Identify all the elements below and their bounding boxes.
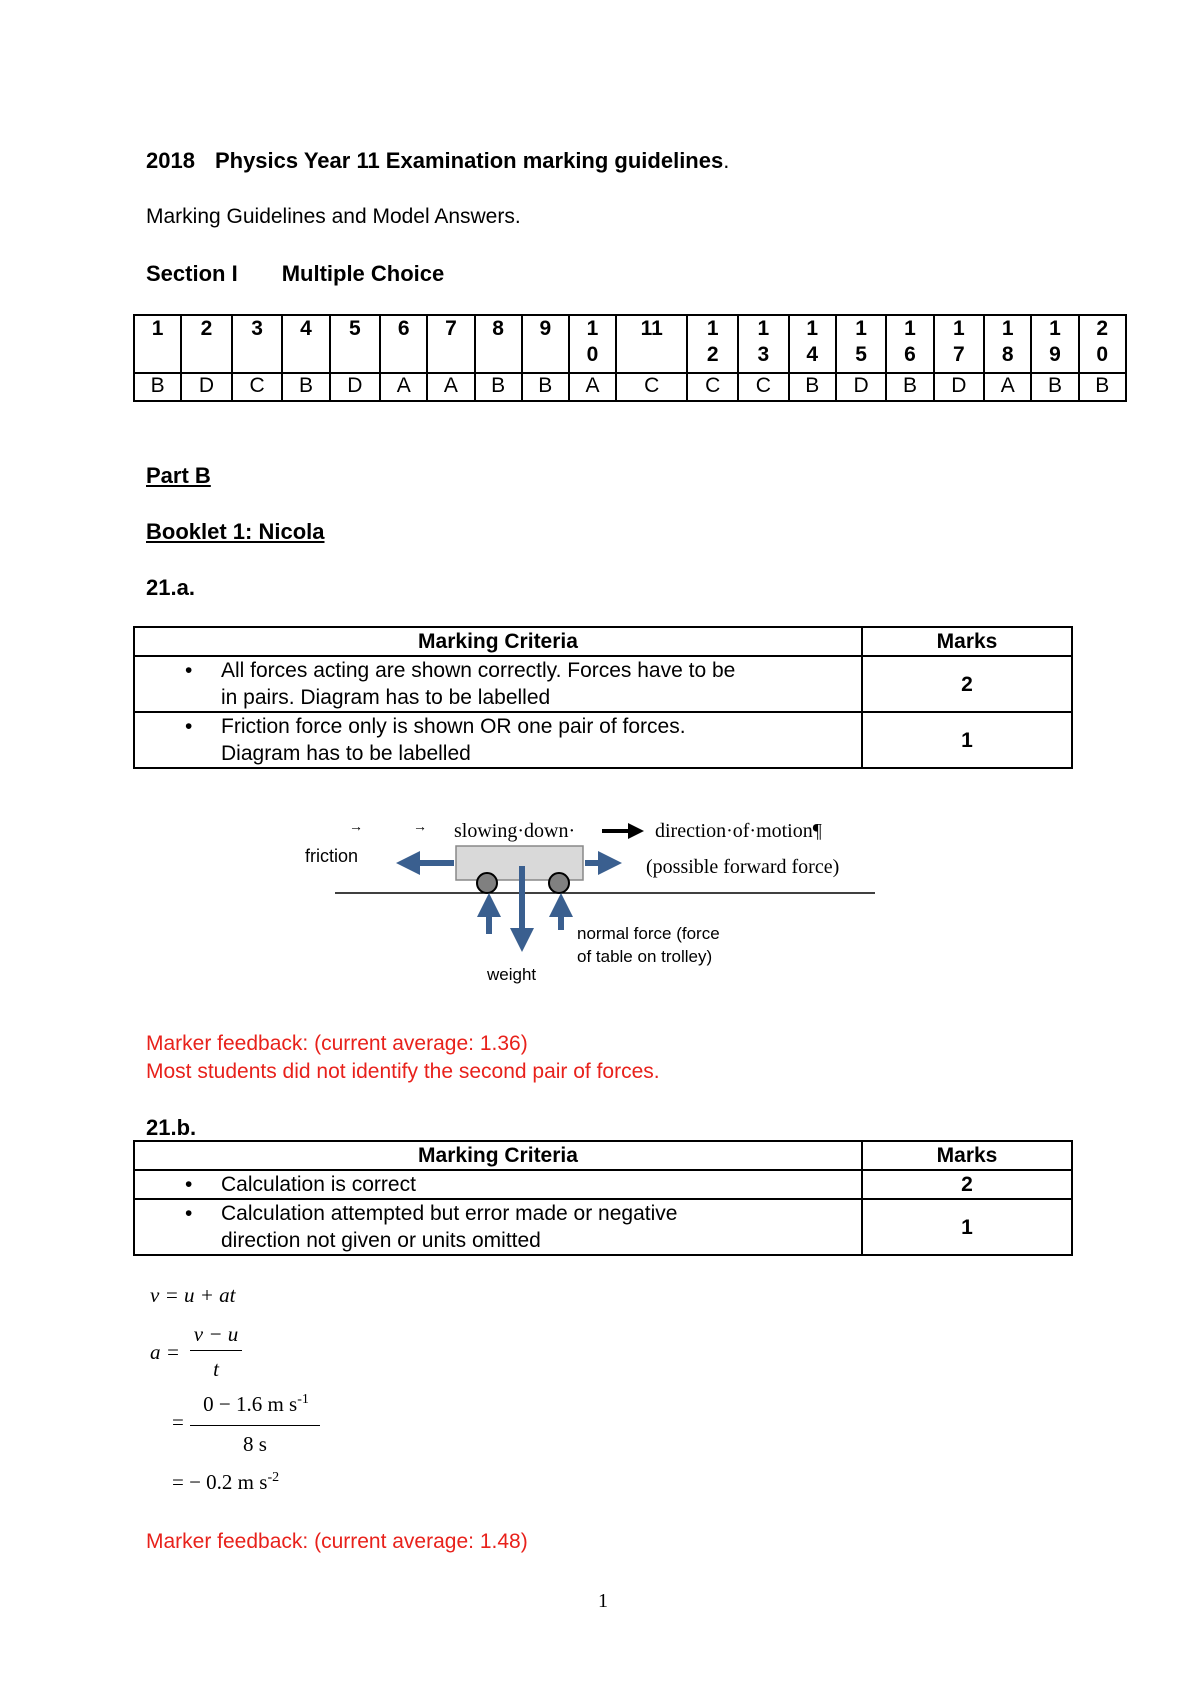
question-number-cell xyxy=(427,315,474,373)
marker-feedback-21a xyxy=(146,1030,660,1086)
answer-cell: B xyxy=(1031,373,1078,401)
answer-cell: B xyxy=(475,373,522,401)
question-number-digit: 1 xyxy=(953,317,965,340)
force-diagram xyxy=(0,800,1200,1000)
fraction-1-numerator: v − u xyxy=(193,1322,239,1346)
question-number-digit: 2 xyxy=(1096,317,1109,340)
title-period: . xyxy=(723,148,730,173)
fraction-2-numerator xyxy=(192,1392,320,1417)
direction-of-motion-label: direction·of·motion¶ xyxy=(655,820,822,842)
criteria-description xyxy=(134,712,862,768)
question-number-digit: 1 xyxy=(806,317,819,340)
feedback-line: Marker feedback: (current average: 1.36) xyxy=(146,1032,528,1055)
question-number-digit: 0 xyxy=(586,343,599,366)
weight-label: weight xyxy=(487,965,537,984)
question-number-digit: 11 xyxy=(640,317,663,340)
answer-row xyxy=(134,373,1126,401)
answer-cell: A xyxy=(569,373,616,401)
criteria-text-line: Friction force only is shown OR one pair of forces. xyxy=(221,715,686,738)
question-number-digit: 1 xyxy=(586,317,599,340)
bullet-icon: • xyxy=(185,1202,193,1225)
question-number-digit: 1 xyxy=(757,317,770,340)
criteria-header-row xyxy=(134,1141,1072,1170)
equation-a-lhs: a = xyxy=(150,1340,180,1364)
normal-force-label: of table on trolley) xyxy=(577,947,713,966)
criteria-row xyxy=(134,656,1072,712)
question-number-cell xyxy=(687,315,738,373)
question-number-digit: 5 xyxy=(855,343,867,366)
question-number-cell xyxy=(886,315,933,373)
question-number-cell xyxy=(569,315,616,373)
result-text: = − 0.2 m s xyxy=(172,1470,268,1494)
criteria-marks: 1 xyxy=(862,1199,1072,1255)
fraction-2-numerator-text: 0 − 1.6 m s xyxy=(203,1392,298,1416)
question-21b-label: 21.b. xyxy=(146,1115,197,1140)
criteria-row xyxy=(134,712,1072,768)
section-heading xyxy=(146,261,444,287)
criteria-row xyxy=(134,1170,1072,1199)
question-number-digit: 3 xyxy=(251,317,263,340)
fraction-2-exponent: -1 xyxy=(297,1392,309,1407)
question-number-cell xyxy=(181,315,232,373)
answer-cell: C xyxy=(687,373,738,401)
criteria-description xyxy=(134,1199,862,1255)
fraction-1-denominator: t xyxy=(213,1357,219,1381)
question-number-digit: 8 xyxy=(492,317,504,340)
criteria-marks: 2 xyxy=(862,1170,1072,1199)
criteria-table-21b xyxy=(133,1140,1073,1256)
criteria-row xyxy=(134,1199,1072,1255)
page-number: 1 xyxy=(598,1590,608,1612)
answer-cell: A xyxy=(427,373,474,401)
criteria-text-line: direction not given or units omitted xyxy=(221,1229,541,1252)
question-21a-label: 21.a. xyxy=(146,575,195,600)
answer-cell: D xyxy=(934,373,985,401)
booklet-heading: Booklet 1: Nicola xyxy=(146,519,325,544)
equals-sign: = xyxy=(172,1410,184,1434)
fraction-1-bar xyxy=(190,1350,242,1351)
question-number-cell xyxy=(789,315,836,373)
bullet-icon: • xyxy=(185,1173,193,1196)
question-number-cell xyxy=(232,315,283,373)
criteria-text-line: Calculation is correct xyxy=(221,1173,416,1196)
question-number-cell xyxy=(134,315,181,373)
answer-cell: C xyxy=(616,373,687,401)
answer-cell: D xyxy=(330,373,381,401)
title-year: 2018 xyxy=(146,148,195,173)
criteria-text-line: All forces acting are shown correctly. Forces have to be xyxy=(221,659,736,682)
question-number-digit: 1 xyxy=(1049,317,1061,340)
answer-cell: B xyxy=(1079,373,1126,401)
answer-cell: B xyxy=(522,373,569,401)
answer-cell: D xyxy=(181,373,232,401)
question-number-cell xyxy=(475,315,522,373)
question-number-digit: 2 xyxy=(200,317,213,340)
question-number-digit: 3 xyxy=(757,343,770,366)
question-number-cell xyxy=(616,315,687,373)
criteria-description xyxy=(134,656,862,712)
fraction-2-bar xyxy=(190,1425,320,1426)
section-label: Section I xyxy=(146,261,238,286)
marks-column-header: Marks xyxy=(862,627,1072,656)
answer-cell: A xyxy=(984,373,1031,401)
question-number-digit: 5 xyxy=(349,317,361,340)
multiple-choice-table xyxy=(133,314,1127,402)
answer-cell: B xyxy=(789,373,836,401)
criteria-text-line: in pairs. Diagram has to be labelled xyxy=(221,686,551,709)
criteria-text-line: Calculation attempted but error made or negative xyxy=(221,1202,678,1225)
answer-cell: C xyxy=(738,373,789,401)
marker-feedback-21b: Marker feedback: (current average: 1.48) xyxy=(146,1530,528,1553)
question-number-digit: 1 xyxy=(706,317,719,340)
question-number-cell xyxy=(330,315,381,373)
question-number-digit: 9 xyxy=(539,317,552,340)
trolley-wheel-left xyxy=(477,873,497,893)
question-number-digit: 4 xyxy=(300,317,312,340)
marks-column-header: Marks xyxy=(862,1141,1072,1170)
question-number-cell xyxy=(984,315,1031,373)
answer-cell: B xyxy=(282,373,329,401)
answer-cell: D xyxy=(836,373,887,401)
bullet-icon: • xyxy=(185,659,193,682)
criteria-column-header: Marking Criteria xyxy=(134,1141,862,1170)
answer-cell: B xyxy=(886,373,933,401)
question-number-cell xyxy=(1031,315,1078,373)
criteria-column-header: Marking Criteria xyxy=(134,627,862,656)
question-number-digit: 7 xyxy=(445,317,457,340)
criteria-description xyxy=(134,1170,862,1199)
question-number-cell xyxy=(522,315,569,373)
question-number-cell xyxy=(934,315,985,373)
question-number-digit: 1 xyxy=(151,317,164,340)
title-text: Physics Year 11 Examination marking guidelines xyxy=(214,148,724,173)
normal-force-label: normal force (force xyxy=(577,924,720,943)
part-b-heading: Part B xyxy=(146,463,211,488)
question-number-digit: 8 xyxy=(1001,343,1014,366)
question-number-cell xyxy=(1079,315,1126,373)
question-number-cell xyxy=(836,315,887,373)
question-number-digit: 1 xyxy=(904,317,916,340)
question-number-row xyxy=(134,315,1126,373)
friction-label: friction xyxy=(305,846,359,866)
result-line xyxy=(172,1470,279,1495)
answer-cell: A xyxy=(380,373,427,401)
question-number-digit: 7 xyxy=(953,343,965,366)
equation-1: v = u + at xyxy=(150,1283,236,1307)
result-exponent: -2 xyxy=(267,1470,280,1485)
question-number-digit: 4 xyxy=(806,343,819,366)
question-number-cell xyxy=(380,315,427,373)
answer-cell: B xyxy=(134,373,181,401)
question-number-digit: 9 xyxy=(1049,343,1061,366)
question-number-digit: 6 xyxy=(397,317,410,340)
forward-force-label: (possible forward force) xyxy=(646,856,840,878)
fraction-2-denominator: 8 s xyxy=(243,1432,267,1456)
bullet-icon: • xyxy=(185,715,193,738)
document-title xyxy=(146,148,729,174)
small-arrow-label: → xyxy=(413,818,427,834)
question-number-digit: 1 xyxy=(1001,317,1014,340)
question-number-digit: 0 xyxy=(1096,343,1109,366)
small-arrow-label: → xyxy=(349,818,363,834)
trolley-wheel-right xyxy=(549,873,569,893)
section-type: Multiple Choice xyxy=(281,261,445,286)
question-number-digit: 6 xyxy=(904,343,916,366)
question-number-digit: 2 xyxy=(706,343,719,366)
question-number-cell xyxy=(738,315,789,373)
criteria-table-21a xyxy=(133,626,1073,769)
criteria-marks: 1 xyxy=(862,712,1072,768)
question-number-digit: 1 xyxy=(855,317,867,340)
feedback-line: Most students did not identify the second pair of forces. xyxy=(146,1060,660,1083)
criteria-text-line: Diagram has to be labelled xyxy=(221,742,471,765)
slowing-down-label: slowing·down· xyxy=(454,820,576,842)
criteria-header-row xyxy=(134,627,1072,656)
document-subtitle: Marking Guidelines and Model Answers. xyxy=(146,205,521,228)
criteria-marks: 2 xyxy=(862,656,1072,712)
question-number-cell xyxy=(282,315,329,373)
answer-cell: C xyxy=(232,373,283,401)
